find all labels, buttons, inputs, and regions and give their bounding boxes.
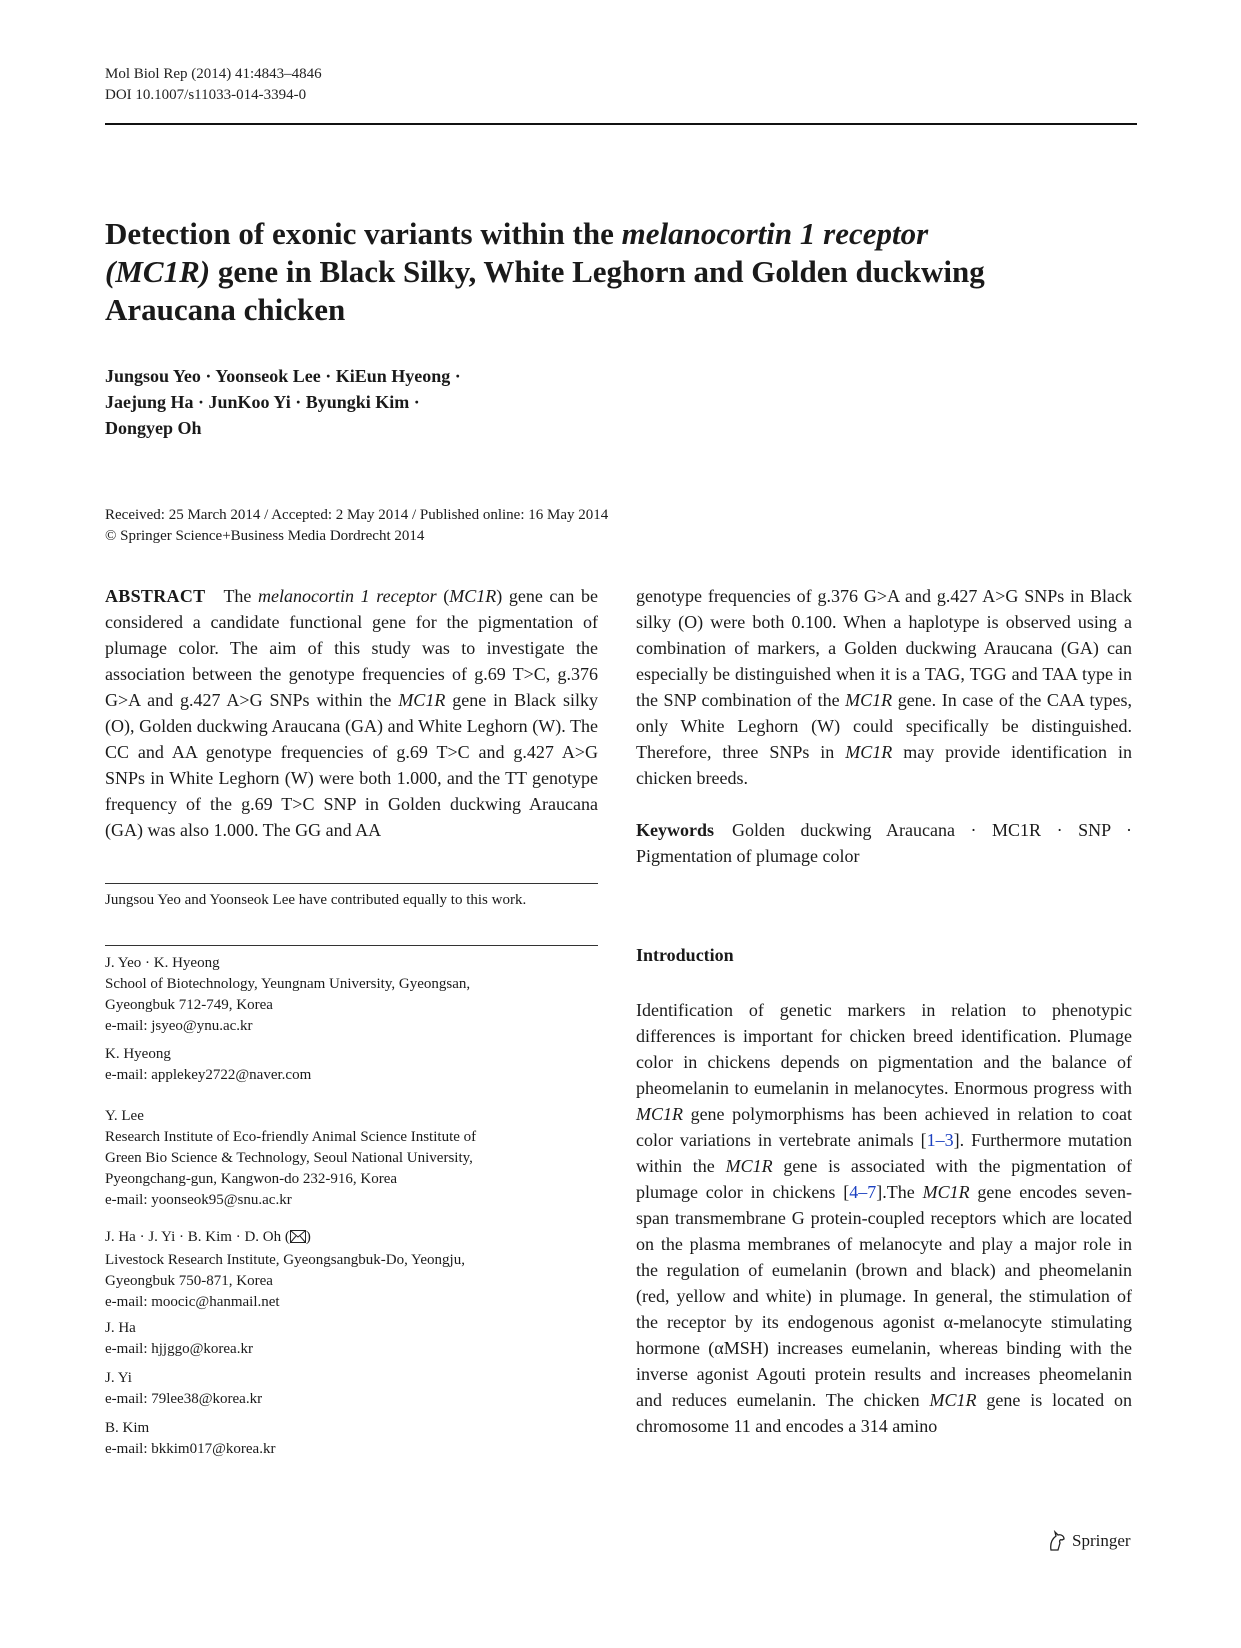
email-link[interactable]: e-mail: hjjggo@korea.kr	[105, 1341, 253, 1357]
introduction-section	[636, 997, 1132, 1439]
introduction-paragraph: Identification of genetic markers in relation to phenotypic differences is important for chicken breed identification. Plumage color in chickens depends on pigmentation and the balance of pheomelanin to eumelanin in melanocytes. Enormous progress with MC1R gene polymorphisms has been achieved in relation to coat color variations in vertebrate animals [1–3]. Furthermore mutation within the MC1R gene is associated with the pigmentation of plumage color in chickens [4–7].The MC1R gene encodes seven-span transmembrane G protein-coupled receptors which are located on the plasma membranes of melanocyte and play a major role in the regulation of eumelanin (brown and black) and pheomelanin (red, yellow and white) in plumage. In general, the stimulation of the receptor by its endogenous agonist α-melanocyte stimulating hormone (αMSH) increases eumelanin, whereas binding with the inverse agonist Agouti protein results and increases pheomelanin and reduces eumelanin. The chicken MC1R gene is located on chromosome 11 and encodes a 314 amino	[636, 1000, 1133, 1436]
author-list	[105, 363, 705, 441]
email-link[interactable]: e-mail: yoonseok95@snu.ac.kr	[105, 1192, 292, 1208]
affiliation-4: J. Ha · J. Yi · B. Kim · D. Oh ( ) Livestock Research Institute, Gyeongsangbuk-Do, Yeongju, Gyeongbuk 750-871, Korea e-mail: moocic@hanmail.net	[105, 1227, 598, 1313]
citation-link[interactable]: 4–7	[849, 1182, 877, 1202]
author-line: Jungsou Yeo · Yoonseok Lee · KiEun Hyeong ·	[105, 366, 461, 386]
publisher-logo	[1046, 1530, 1131, 1552]
journal-reference	[105, 64, 322, 106]
email-link[interactable]: e-mail: moocic@hanmail.net	[105, 1294, 280, 1310]
abstract-heading: ABSTRACT	[105, 586, 206, 606]
affiliation-6	[105, 1368, 598, 1410]
email-link[interactable]: e-mail: 79lee38@korea.kr	[105, 1391, 263, 1407]
abstract-section	[105, 583, 598, 843]
affiliation-names: K. Hyeong	[105, 1046, 171, 1062]
affiliation-names: J. Yi	[105, 1370, 132, 1386]
affiliation-5	[105, 1318, 598, 1360]
abstract-paragraph: ABSTRACT The melanocortin 1 receptor (MC1R) gene can be considered a candidate functional gene for the pigmentation of plumage color. The aim of this study was to investigate the association between the genotype frequencies of g.69 T>C, g.376 G>A and g.427 A>G SNPs within the MC1R gene in Black silky (O), Golden duckwing Araucana (GA) and White Leghorn (W). The CC and AA genotype frequencies of g.69 T>C and g.427 A>G SNPs in White Leghorn (W) were both 1.000, and the TT genotype frequency of the g.69 T>C SNP in Golden duckwing Araucana (GA) was also 1.000. The GG and AA	[105, 586, 599, 840]
header-rule	[105, 123, 1137, 125]
affiliation-3: Y. Lee Research Institute of Eco-friendly Animal Science Institute of Green Bio Science & Technology, Seoul National University, Pyeongchang-gun, Kangwon-do 232-916, Korea e-mail: yoonseok95@snu.ac.kr	[105, 1106, 598, 1211]
affiliation-rule	[105, 945, 598, 946]
doi: DOI 10.1007/s11033-014-3394-0	[105, 87, 307, 103]
email-link[interactable]: e-mail: jsyeo@ynu.ac.kr	[105, 1018, 253, 1034]
received-accepted-published: Received: 25 March 2014 / Accepted: 2 May 2014 / Published online: 16 May 2014	[105, 507, 609, 523]
affiliation-names: J. Ha · J. Yi · B. Kim · D. Oh ( )	[105, 1227, 598, 1250]
author-line: Jaejung Ha · JunKoo Yi · Byungki Kim ·	[105, 392, 420, 412]
abstract-paragraph-continued: genotype frequencies of g.376 G>A and g.427 A>G SNPs in Black silky (O) were both 0.100. When a haplotype is observed using a combination of markers, a Golden duckwing Araucana (GA) can especially be distinguished when it is a TAG, TGG and TAA type in the SNP combination of the MC1R gene. In case of the CAA types, only White Leghorn (W) could specifically be distinguished. Therefore, three SNPs in MC1R may provide identification in chicken breeds.	[636, 586, 1132, 788]
article-title: Detection of exonic variants within the melanocortin 1 receptor (MC1R) gene in Black Silky, White Leghorn and Golden duckwing Araucana chicken	[105, 216, 985, 327]
affiliation-2	[105, 1044, 598, 1086]
affiliation-names: J. Yeo · K. Hyeong	[105, 955, 220, 971]
author-line: Dongyep Oh	[105, 418, 202, 438]
publication-dates	[105, 505, 608, 547]
abstract-continuation	[636, 583, 1132, 869]
email-link[interactable]: e-mail: bkkim017@korea.kr	[105, 1441, 276, 1457]
equal-contribution-note: Jungsou Yeo and Yoonseok Lee have contributed equally to this work.	[105, 892, 527, 908]
affiliation-1: J. Yeo · K. Hyeong School of Biotechnology, Yeungnam University, Gyeongsan, Gyeongbuk 712-749, Korea e-mail: jsyeo@ynu.ac.kr	[105, 953, 598, 1037]
keywords-heading: Keywords	[636, 820, 714, 840]
footnote-rule	[105, 883, 598, 884]
springer-horse-icon	[1046, 1530, 1068, 1552]
introduction-heading: Introduction	[636, 945, 734, 965]
publisher-name: Springer	[1072, 1531, 1131, 1550]
citation-link[interactable]: 1–3	[926, 1130, 954, 1150]
keywords-list: Golden duckwing Araucana · MC1R · SNP · Pigmentation of plumage color	[636, 820, 1132, 866]
affiliation-names: Y. Lee	[105, 1108, 144, 1124]
copyright: © Springer Science+Business Media Dordrecht 2014	[105, 528, 425, 544]
affiliation-names: J. Ha	[105, 1320, 136, 1336]
email-link[interactable]: e-mail: applekey2722@naver.com	[105, 1067, 312, 1083]
journal-citation: Mol Biol Rep (2014) 41:4843–4846	[105, 66, 322, 82]
envelope-icon	[290, 1229, 306, 1250]
affiliation-7	[105, 1418, 598, 1460]
affiliation-names: B. Kim	[105, 1420, 150, 1436]
keywords	[636, 817, 1132, 869]
